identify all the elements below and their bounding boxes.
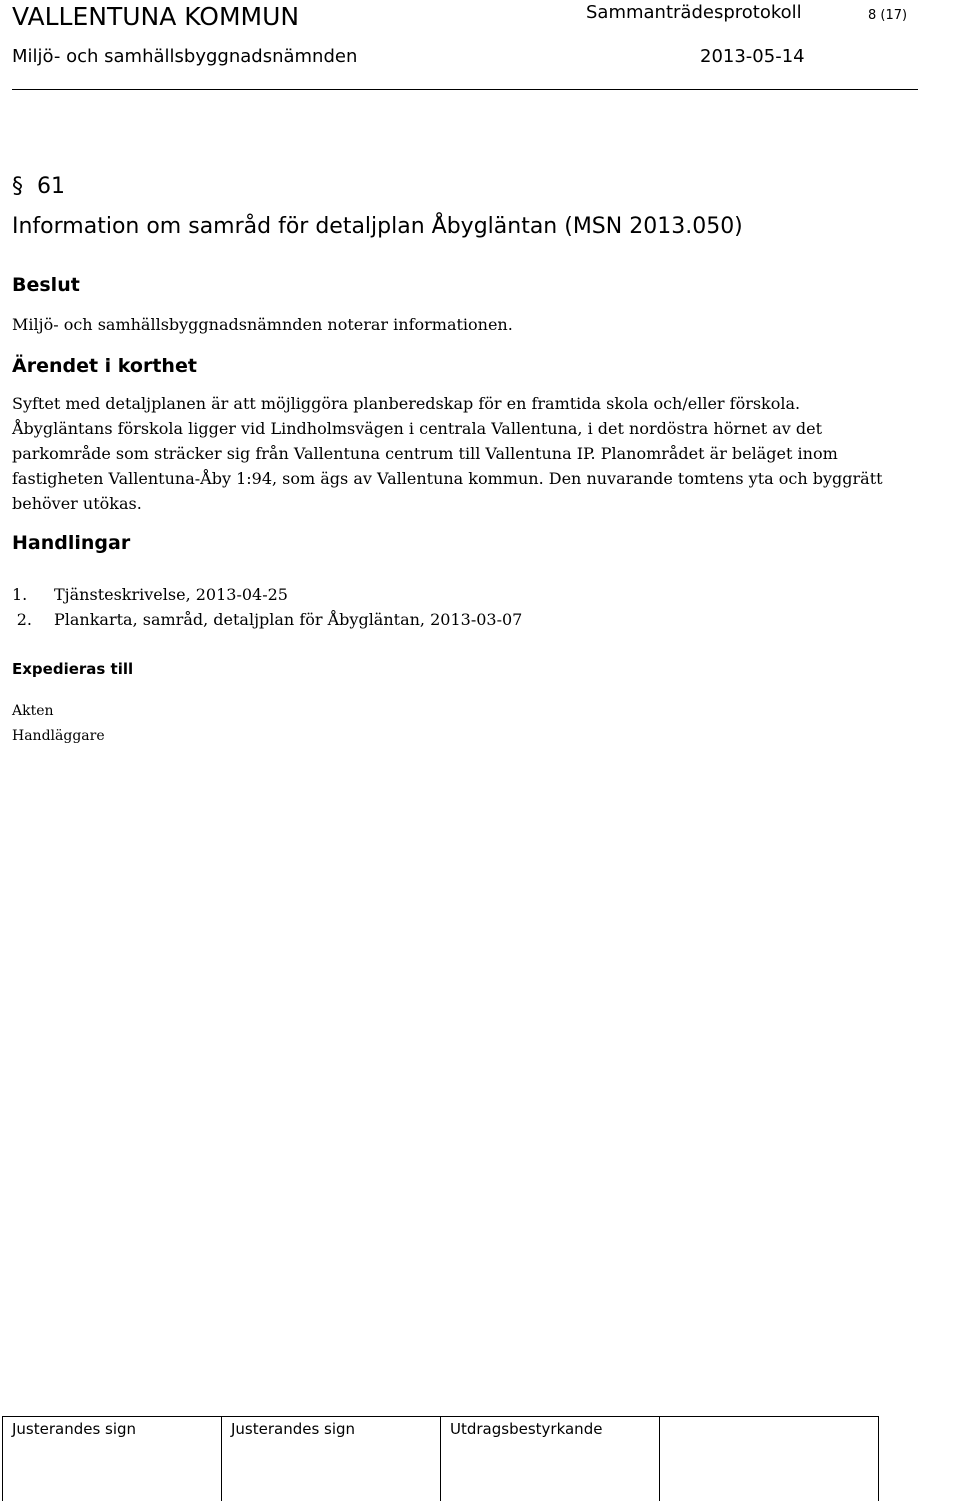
meeting-date: 2013-05-14 <box>700 46 805 67</box>
list-item <box>12 582 522 607</box>
signature-table <box>2 1416 879 1501</box>
handlingar-list <box>12 582 522 632</box>
header-divider <box>12 89 918 90</box>
beslut-heading: Beslut <box>12 274 80 296</box>
handlingar-heading: Handlingar <box>12 532 131 554</box>
recipient: Handläggare <box>12 728 105 744</box>
list-item <box>12 607 522 632</box>
item-title: Information om samråd för detaljplan Åbygläntan (MSN 2013.050) <box>12 214 743 239</box>
signature-field-blank <box>660 1417 879 1501</box>
list-item-number: 1. <box>12 585 28 604</box>
recipient-list <box>12 699 105 749</box>
committee-name: Miljö- och samhällsbyggnadsnämnden <box>12 46 358 67</box>
arendet-purpose: Syftet med detaljplanen är att möjliggöra planberedskap för en framtida skola och/eller förskola. <box>12 394 801 413</box>
signature-field: Justerandes sign <box>222 1417 441 1501</box>
page-number: 8 (17) <box>868 8 908 23</box>
paragraph-symbol: § <box>12 174 23 199</box>
list-item-text: Plankarta, samråd, detaljplan för Åbygläntan, 2013-03-07 <box>54 610 523 629</box>
organization-name: VALLENTUNA KOMMUN <box>12 2 300 31</box>
list-item-number: 2. <box>16 610 32 629</box>
arendet-heading: Ärendet i korthet <box>12 355 197 377</box>
beslut-text: Miljö- och samhällsbyggnadsnämnden noterar informationen. <box>12 315 513 334</box>
signature-field: Justerandes sign <box>3 1417 222 1501</box>
arendet-description: Åbygläntans förskola ligger vid Lindholmsvägen i centrala Vallentuna, i det nordöstra hörnet av det parkområde som sträcker sig från Vallentuna centrum till Vallentuna IP. Planområdet är beläget inom fastigheten Vallentuna-Åby 1:94, som ägs av Vallentuna kommun. Den nuvarande tomtens yta och byggrätt behöver utökas. <box>12 419 883 513</box>
signature-field: Utdragsbestyrkande <box>441 1417 660 1501</box>
arendet-text <box>12 391 912 516</box>
expedieras-heading: Expedieras till <box>12 660 134 678</box>
document-type: Sammanträdesprotokoll <box>586 2 802 23</box>
paragraph-number-value: 61 <box>37 174 65 199</box>
recipient: Akten <box>12 703 54 719</box>
paragraph-number <box>12 174 65 199</box>
list-item-text: Tjänsteskrivelse, 2013-04-25 <box>54 585 288 604</box>
